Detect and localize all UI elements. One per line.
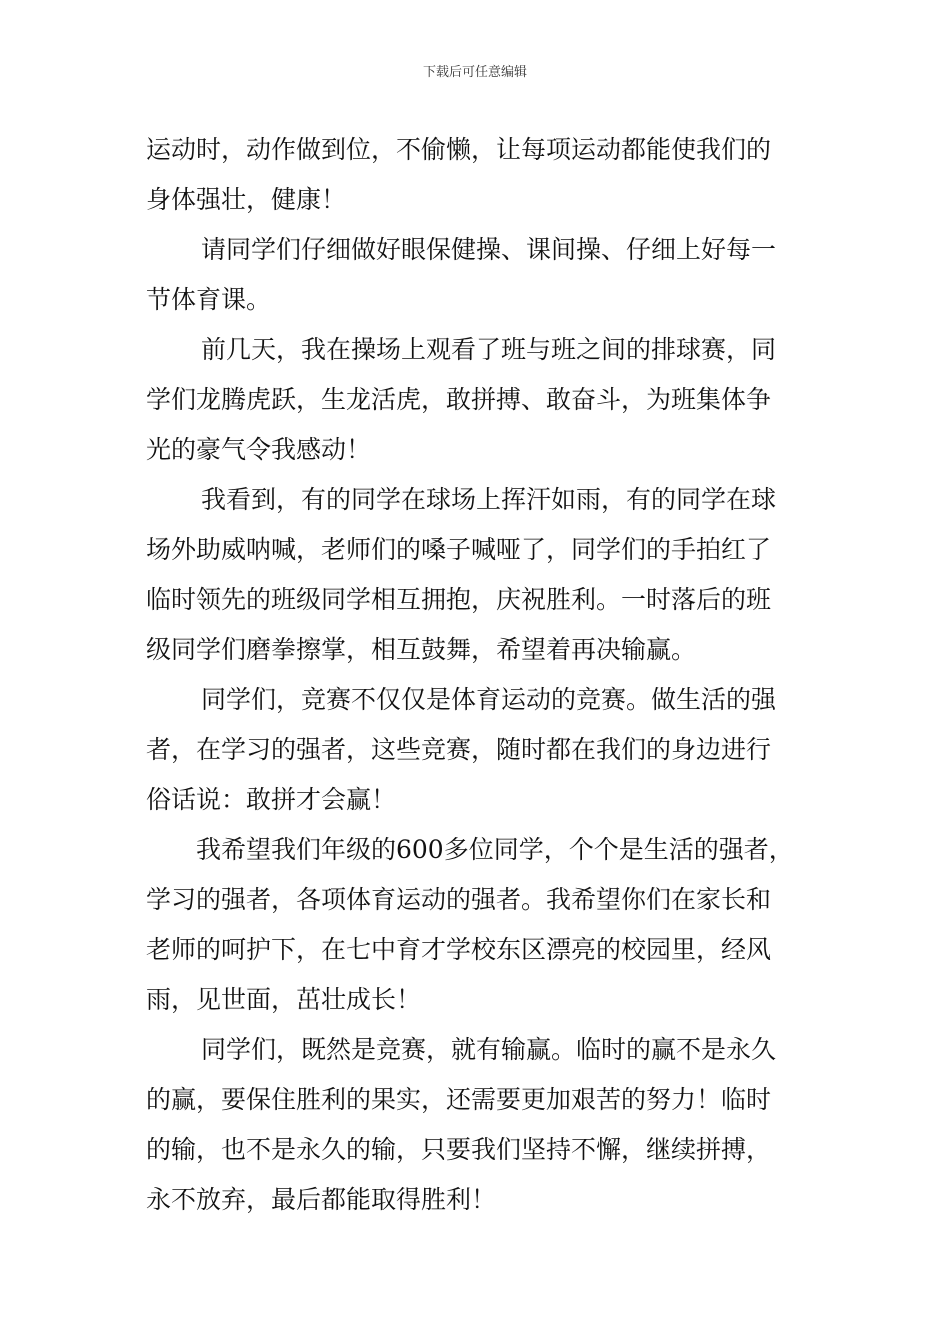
- text-line: 雨，见世面，茁壮成长！: [146, 985, 422, 1014]
- text-line: 我看到，有的同学在球场上挥汗如雨，有的同学在球: [201, 485, 777, 514]
- text-line: 场外助威呐喊，老师们的嗓子喊哑了，同学们的手拍红了: [146, 535, 772, 564]
- text-line: 同学们，既然是竞赛，就有输赢。临时的赢不是永久: [201, 1035, 777, 1064]
- paragraph: [146, 325, 806, 475]
- page-header: 下载后可任意编辑: [422, 65, 527, 80]
- text-line: 的赢，要保住胜利的果实，还需要更加艰苦的努力！临时: [146, 1085, 772, 1114]
- paragraph: [146, 825, 806, 1025]
- paragraph: [146, 1025, 806, 1225]
- document-body: [146, 125, 806, 1225]
- text-line: 身体强壮，健康！: [146, 185, 347, 214]
- text-line: 请同学们仔细做好眼保健操、课间操、仔细上好每一: [201, 235, 777, 264]
- paragraph: [146, 675, 806, 825]
- text-line: 的输，也不是永久的输，只要我们坚持不懈，继续拼搏，: [146, 1135, 772, 1164]
- text-line: 学习的强者，各项体育运动的强者。我希望你们在家长和: [146, 885, 772, 914]
- paragraph: [146, 125, 806, 225]
- text-line: 者，在学习的强者，这些竞赛，随时都在我们的身边进行: [146, 735, 772, 764]
- text-line: 级同学们磨拳擦掌，相互鼓舞，希望着再决输赢。: [146, 635, 697, 664]
- text-line: 光的豪气令我感动！: [146, 435, 372, 464]
- text-line: 学们龙腾虎跃，生龙活虎，敢拼搏、敢奋斗，为班集体争: [146, 385, 772, 414]
- paragraph: [146, 225, 806, 325]
- text-line: 同学们，竞赛不仅仅是体育运动的竞赛。做生活的强: [201, 685, 777, 714]
- text-line: 永不放弃，最后都能取得胜利！: [146, 1185, 497, 1214]
- text-line: 前几天，我在操场上观看了班与班之间的排球赛，同: [201, 335, 777, 364]
- text-line: 我希望我们年级的600多位同学，个个是生活的强者，: [196, 835, 794, 864]
- text-line: 老师的呵护下，在七中育才学校东区漂亮的校园里，经风: [146, 935, 772, 964]
- text-line: 运动时，动作做到位，不偷懒，让每项运动都能使我们的: [146, 135, 772, 164]
- text-line: 临时领先的班级同学相互拥抱，庆祝胜利。一时落后的班: [146, 585, 772, 614]
- text-line: 节体育课。: [146, 285, 272, 314]
- text-line: 俗话说：敢拼才会赢！: [146, 785, 397, 814]
- paragraph: [146, 475, 806, 675]
